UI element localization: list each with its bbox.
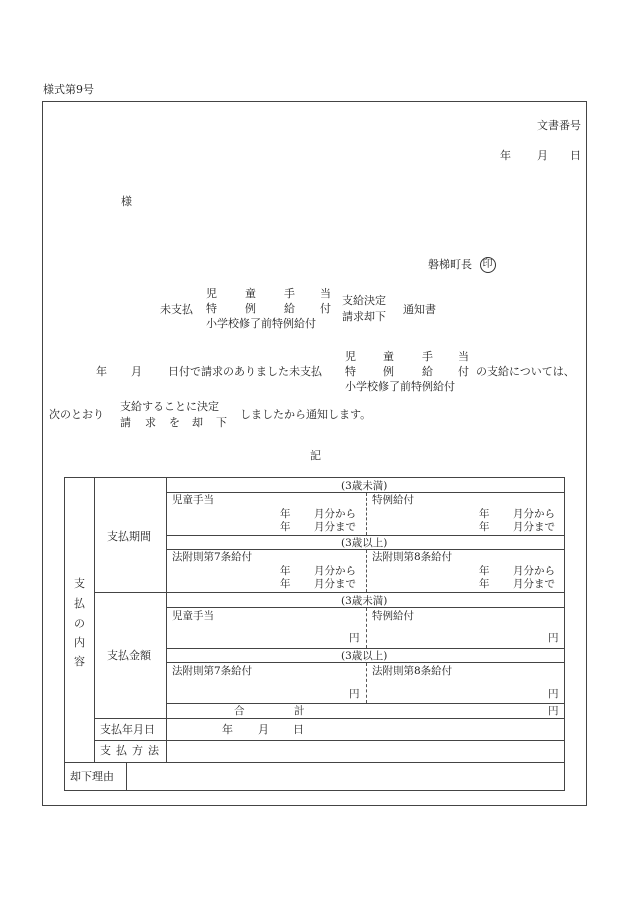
- total-label-right: 計: [294, 705, 305, 717]
- amount-over3-header: (3歳以上): [341, 650, 388, 662]
- title-allowance-2a: 特: [206, 302, 217, 315]
- amount-art7-yen: 円: [349, 688, 360, 700]
- body-allowance-3: 小学校修了前特例給付: [345, 380, 455, 393]
- body-option-reject-2: 求: [145, 416, 156, 429]
- payment-content-char-2: 払: [74, 597, 85, 610]
- payment-method-char-2: 払: [116, 744, 127, 757]
- period-special-benefit-label: 特例給付: [372, 494, 414, 506]
- title-suffix: 通知書: [403, 303, 436, 316]
- seal-icon: 印: [480, 257, 496, 273]
- payment-content-char-5: 容: [74, 655, 85, 668]
- payment-date-year: 年: [222, 723, 233, 736]
- body-allowance-1a: 児: [345, 350, 356, 363]
- period-art7-label: 法附則第7条給付: [172, 551, 253, 563]
- payment-content-char-1: 支: [74, 577, 85, 590]
- body-allowance-2d: 付: [458, 365, 469, 378]
- title-allowance-2d: 付: [320, 302, 331, 315]
- period-art8-to-month: 月分まで: [513, 578, 555, 590]
- body-allowance-2a: 特: [345, 365, 356, 378]
- period-child-allowance-label: 児童手当: [172, 494, 214, 506]
- body-request-text: 日付で請求のありました未支払: [168, 365, 322, 378]
- total-yen: 円: [548, 705, 559, 717]
- title-allowance-1b: 童: [245, 287, 256, 300]
- period-child-from-year: 年: [280, 508, 291, 520]
- period-over3-header: (3歳以上): [341, 537, 388, 549]
- title-prefix: 未支払: [160, 303, 193, 316]
- payment-date-label: 支払年月日: [100, 723, 155, 736]
- period-art7-from-year: 年: [280, 565, 291, 577]
- amount-special-yen: 円: [548, 632, 559, 644]
- period-child-from-month: 月分から: [314, 508, 356, 520]
- title-decision-2: 請求却下: [342, 310, 386, 323]
- body-allowance-1b: 童: [383, 350, 394, 363]
- amount-art8-label: 法附則第8条給付: [372, 665, 453, 677]
- amount-child-allowance-label: 児童手当: [172, 610, 214, 622]
- rejection-reason-label: 却下理由: [70, 770, 114, 783]
- period-art8-to-year: 年: [479, 578, 490, 590]
- payment-method-char-4: 法: [148, 744, 159, 757]
- body-option-reject-5: 下: [216, 416, 227, 429]
- body-year: 年: [96, 365, 107, 378]
- issue-date-month: 月: [537, 149, 548, 162]
- body-allowance-1d: 当: [458, 350, 469, 363]
- period-art7-from-month: 月分から: [314, 565, 356, 577]
- period-special-to-year: 年: [479, 521, 490, 533]
- title-allowance-1a: 児: [206, 287, 217, 300]
- payment-period-label: 支払期間: [107, 530, 151, 543]
- issuer-name: 磐梯町長: [428, 258, 472, 271]
- payment-content-char-4: 内: [74, 636, 85, 649]
- title-allowance-3: 小学校修了前特例給付: [206, 317, 316, 330]
- payment-date-day: 日: [293, 723, 304, 736]
- issuer: [428, 257, 496, 273]
- title-allowance-1d: 当: [320, 287, 331, 300]
- body-allowance-2c: 給: [422, 365, 433, 378]
- amount-child-yen: 円: [349, 632, 360, 644]
- body-payment-text: の支給については、: [476, 365, 575, 378]
- ki-heading: 記: [310, 449, 321, 462]
- body-option-reject-3: を: [169, 416, 180, 429]
- issue-date-year: 年: [500, 149, 511, 162]
- period-art8-from-year: 年: [479, 565, 490, 577]
- body-allowance-2b: 例: [383, 365, 394, 378]
- body-as-follows: 次のとおり: [49, 408, 104, 421]
- period-art7-to-month: 月分まで: [314, 578, 356, 590]
- amount-art8-yen: 円: [548, 688, 559, 700]
- period-child-to-year: 年: [280, 521, 291, 533]
- payment-date-month: 月: [258, 723, 269, 736]
- body-month: 月: [131, 365, 142, 378]
- addressee-suffix: 様: [121, 195, 132, 208]
- body-option-reject-1: 請: [120, 416, 131, 429]
- amount-special-benefit-label: 特例給付: [372, 610, 414, 622]
- title-allowance-2b: 例: [245, 302, 256, 315]
- body-closing: しましたから通知します。: [240, 408, 372, 421]
- body-allowance-1c: 手: [422, 350, 433, 363]
- period-art8-from-month: 月分から: [513, 565, 555, 577]
- period-special-to-month: 月分まで: [513, 521, 555, 533]
- payment-method-char-3: 方: [132, 744, 143, 757]
- title-decision-1: 支給決定: [342, 294, 386, 307]
- body-option-decide: 支給することに決定: [120, 400, 219, 413]
- period-art7-to-year: 年: [280, 578, 291, 590]
- title-allowance-2c: 給: [284, 302, 295, 315]
- payment-method-char-1: 支: [100, 744, 111, 757]
- period-under3-header: (3歳未満): [341, 480, 388, 492]
- period-special-from-month: 月分から: [513, 508, 555, 520]
- payment-content-char-3: の: [74, 617, 85, 630]
- period-special-from-year: 年: [479, 508, 490, 520]
- total-label-left: 合: [234, 705, 245, 717]
- body-option-reject-4: 却: [192, 416, 203, 429]
- issue-date-day: 日: [570, 149, 581, 162]
- period-child-to-month: 月分まで: [314, 521, 356, 533]
- amount-art7-label: 法附則第7条給付: [172, 665, 253, 677]
- payment-amount-label: 支払金額: [107, 649, 151, 662]
- title-allowance-1c: 手: [284, 287, 295, 300]
- period-art8-label: 法附則第8条給付: [372, 551, 453, 563]
- form-number: 様式第9号: [43, 83, 94, 96]
- amount-under3-header: (3歳未満): [341, 595, 388, 607]
- document-number-label: 文書番号: [537, 119, 581, 132]
